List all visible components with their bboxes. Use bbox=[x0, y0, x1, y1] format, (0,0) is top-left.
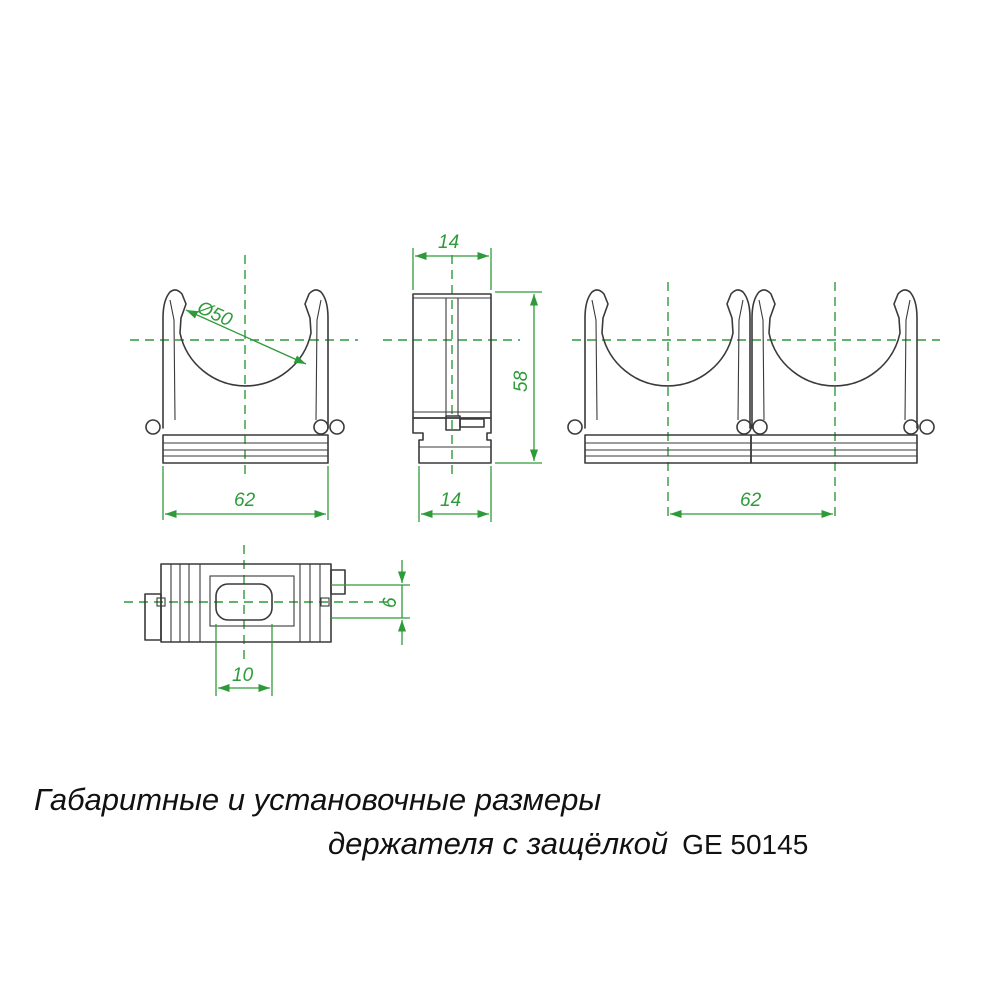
front-view bbox=[130, 255, 358, 520]
front-diameter-label: Ø50 bbox=[193, 297, 236, 332]
side-height-label: 58 bbox=[511, 370, 532, 392]
side-top-width-label: 14 bbox=[438, 232, 460, 253]
bottom-slot-height-label: 6 bbox=[380, 597, 401, 608]
caption-line-2 bbox=[328, 826, 808, 862]
bottom-slot-width-label: 10 bbox=[232, 665, 254, 686]
double-knob-5 bbox=[920, 420, 934, 434]
front-right-knob bbox=[314, 420, 328, 434]
side-bottom-width-label: 14 bbox=[440, 490, 462, 511]
front-right-arm-inner bbox=[316, 300, 321, 420]
double-pitch-label: 62 bbox=[740, 490, 762, 511]
bottom-view bbox=[124, 545, 410, 696]
product-code: GE 50145 bbox=[682, 829, 809, 860]
front-left-knob bbox=[146, 420, 160, 434]
double-knob-1 bbox=[568, 420, 582, 434]
side-view bbox=[383, 232, 542, 522]
double-knob-2 bbox=[737, 420, 751, 434]
double-left-arm-inner-l bbox=[592, 300, 597, 420]
double-view bbox=[568, 282, 940, 520]
side-body bbox=[413, 294, 491, 418]
caption-line-2-text: держателя с защёлкой bbox=[328, 826, 669, 861]
front-width-label: 62 bbox=[234, 490, 256, 511]
bottom-right-tab bbox=[331, 570, 345, 594]
double-right-arm-inner-l bbox=[759, 300, 764, 420]
double-right-arm-inner-r bbox=[905, 300, 910, 420]
front-left-arm-inner bbox=[170, 300, 175, 420]
bottom-left-tab bbox=[145, 594, 161, 640]
side-latch-slot bbox=[460, 419, 484, 427]
double-knob-3 bbox=[753, 420, 767, 434]
front-right-knob-2 bbox=[330, 420, 344, 434]
caption-line-1: Габаритные и установочные размеры bbox=[34, 782, 602, 817]
double-right-base bbox=[751, 435, 917, 463]
double-knob-4 bbox=[904, 420, 918, 434]
double-left-arm-inner-r bbox=[738, 300, 743, 420]
